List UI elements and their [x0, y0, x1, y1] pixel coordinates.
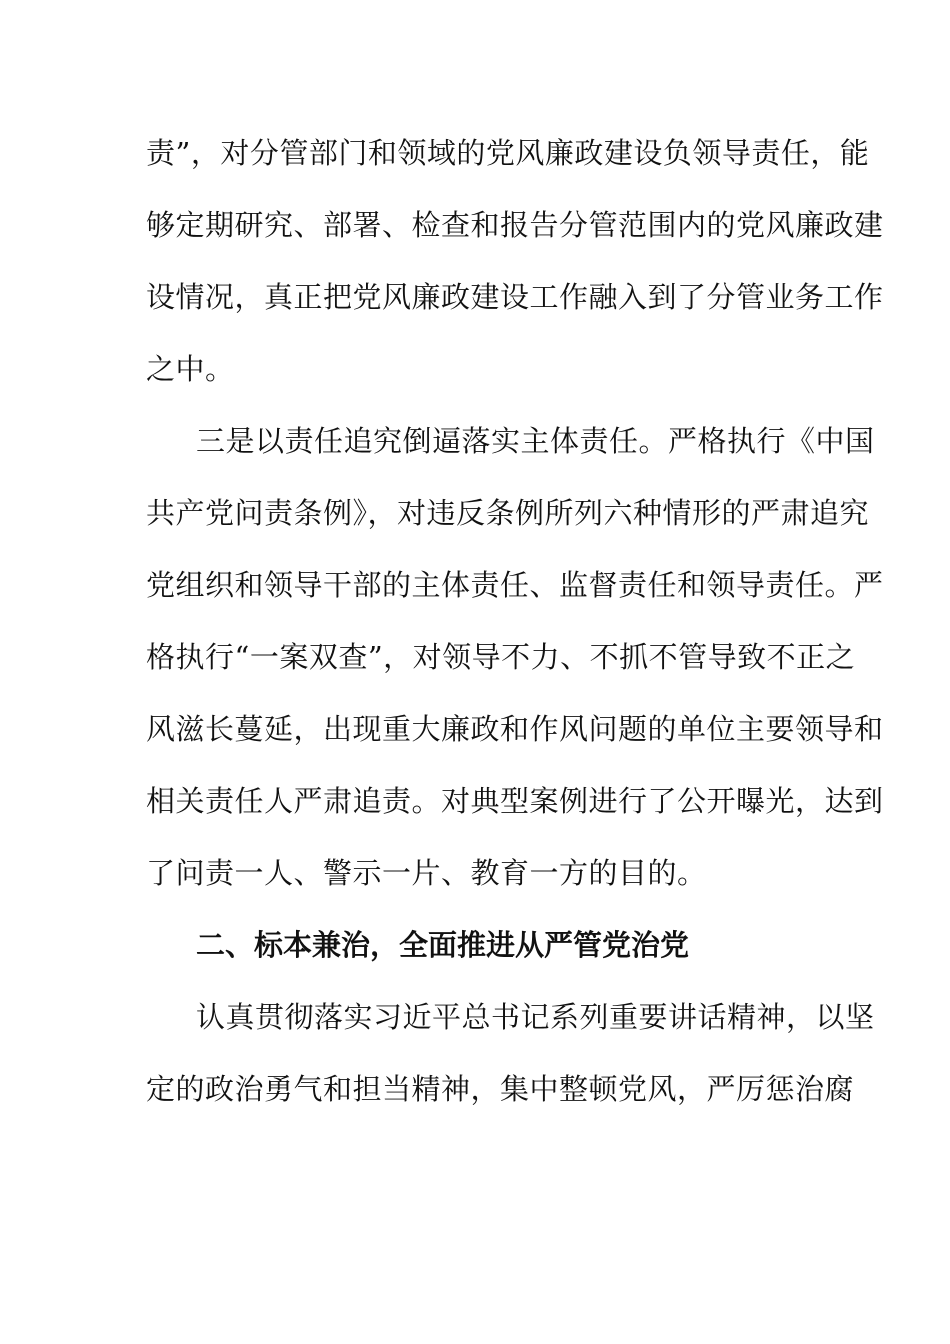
section-heading: 二、标本兼治，全面推进从严管党治党 [196, 928, 690, 962]
paragraph-line: 设情况，真正把党风廉政建设工作融入到了分管业务工作 [146, 280, 884, 314]
paragraph-line: 定的政治勇气和担当精神，集中整顿党风，严厉惩治腐 [146, 1072, 855, 1106]
paragraph-line: 了问责一人、警示一片、教育一方的目的。 [146, 856, 707, 890]
paragraph-line: 党组织和领导干部的主体责任、监督责任和领导责任。严 [146, 568, 884, 602]
paragraph-line: 之中。 [146, 352, 235, 386]
paragraph-line: 责”，对分管部门和领域的党风廉政建设负领导责任，能 [146, 136, 870, 170]
paragraph-line: 格执行“一案双查”，对领导不力、不抓不管导致不正之 [146, 640, 856, 674]
paragraph-line: 够定期研究、部署、检查和报告分管范围内的党风廉政建 [146, 208, 884, 242]
paragraph-line: 风滋长蔓延，出现重大廉政和作风问题的单位主要领导和 [146, 712, 884, 746]
paragraph-line: 认真贯彻落实习近平总书记系列重要讲话精神，以坚 [196, 1000, 875, 1034]
paragraph-line: 三是以责任追究倒逼落实主体责任。严格执行《中国 [196, 424, 875, 458]
paragraph-line: 相关责任人严肃追责。对典型案例进行了公开曝光，达到 [146, 784, 884, 818]
paragraph-line: 共产党问责条例》，对违反条例所列六种情形的严肃追究 [146, 496, 870, 530]
